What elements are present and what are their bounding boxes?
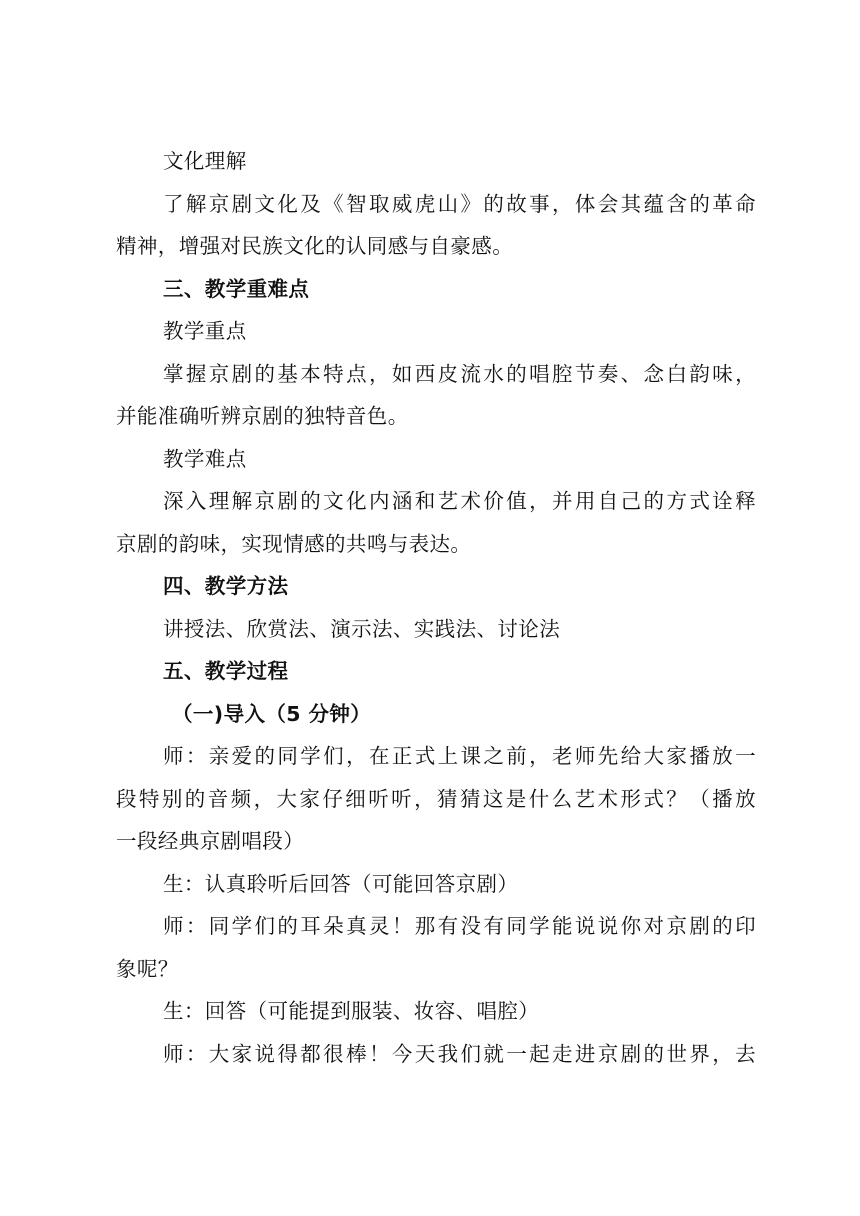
- dialogue-line: 师：同学们的耳朵真灵！那有没有同学能说说你对京剧的印: [163, 914, 756, 938]
- subsection-label-focus: 教学重点: [163, 319, 247, 343]
- section-heading-key-points: 三、教学重难点: [163, 276, 310, 301]
- paragraph-line: 讲授法、欣赏法、演示法、实践法、讨论法: [163, 616, 561, 641]
- subsection-label-culture: 文化理解: [163, 149, 247, 173]
- paragraph-line: 京剧的韵味，实现情感的共鸣与表达。: [116, 531, 472, 556]
- document-body: [116, 140, 756, 1075]
- dialogue-line: 象呢？: [116, 956, 179, 981]
- paragraph-line: 掌握京剧的基本特点，如西皮流水的唱腔节奏、念白韵味，: [163, 361, 756, 386]
- dialogue-line: 师：亲爱的同学们，在正式上课之前，老师先给大家播放一: [163, 744, 756, 768]
- section-heading-process: 五、教学过程: [163, 659, 289, 683]
- paragraph-line: 了解京剧文化及《智取威虎山》的故事，体会其蕴含的革命: [163, 191, 756, 216]
- subsection-label-difficulty: 教学难点: [163, 446, 247, 471]
- dialogue-line: 师：大家说得都很棒！今天我们就一起走进京剧的世界，去: [163, 1041, 756, 1066]
- dialogue-line: 一段经典京剧唱段）: [116, 829, 305, 853]
- paragraph-line: 并能准确听辨京剧的独特音色。: [116, 404, 409, 428]
- subsection-heading-intro: （一)导入（5 分钟）: [172, 701, 372, 726]
- dialogue-line: 生：认真聆听后回答（可能回答京剧）: [163, 871, 519, 896]
- paragraph-line: 深入理解京剧的文化内涵和艺术价值，并用自己的方式诠释: [163, 489, 756, 513]
- section-heading-methods: 四、教学方法: [163, 574, 289, 598]
- dialogue-line: 段特别的音频，大家仔细听听，猜猜这是什么艺术形式？（播放: [116, 786, 756, 811]
- dialogue-line: 生：回答（可能提到服装、妆容、唱腔）: [163, 999, 540, 1023]
- paragraph-line: 精神，增强对民族文化的认同感与自豪感。: [116, 234, 514, 258]
